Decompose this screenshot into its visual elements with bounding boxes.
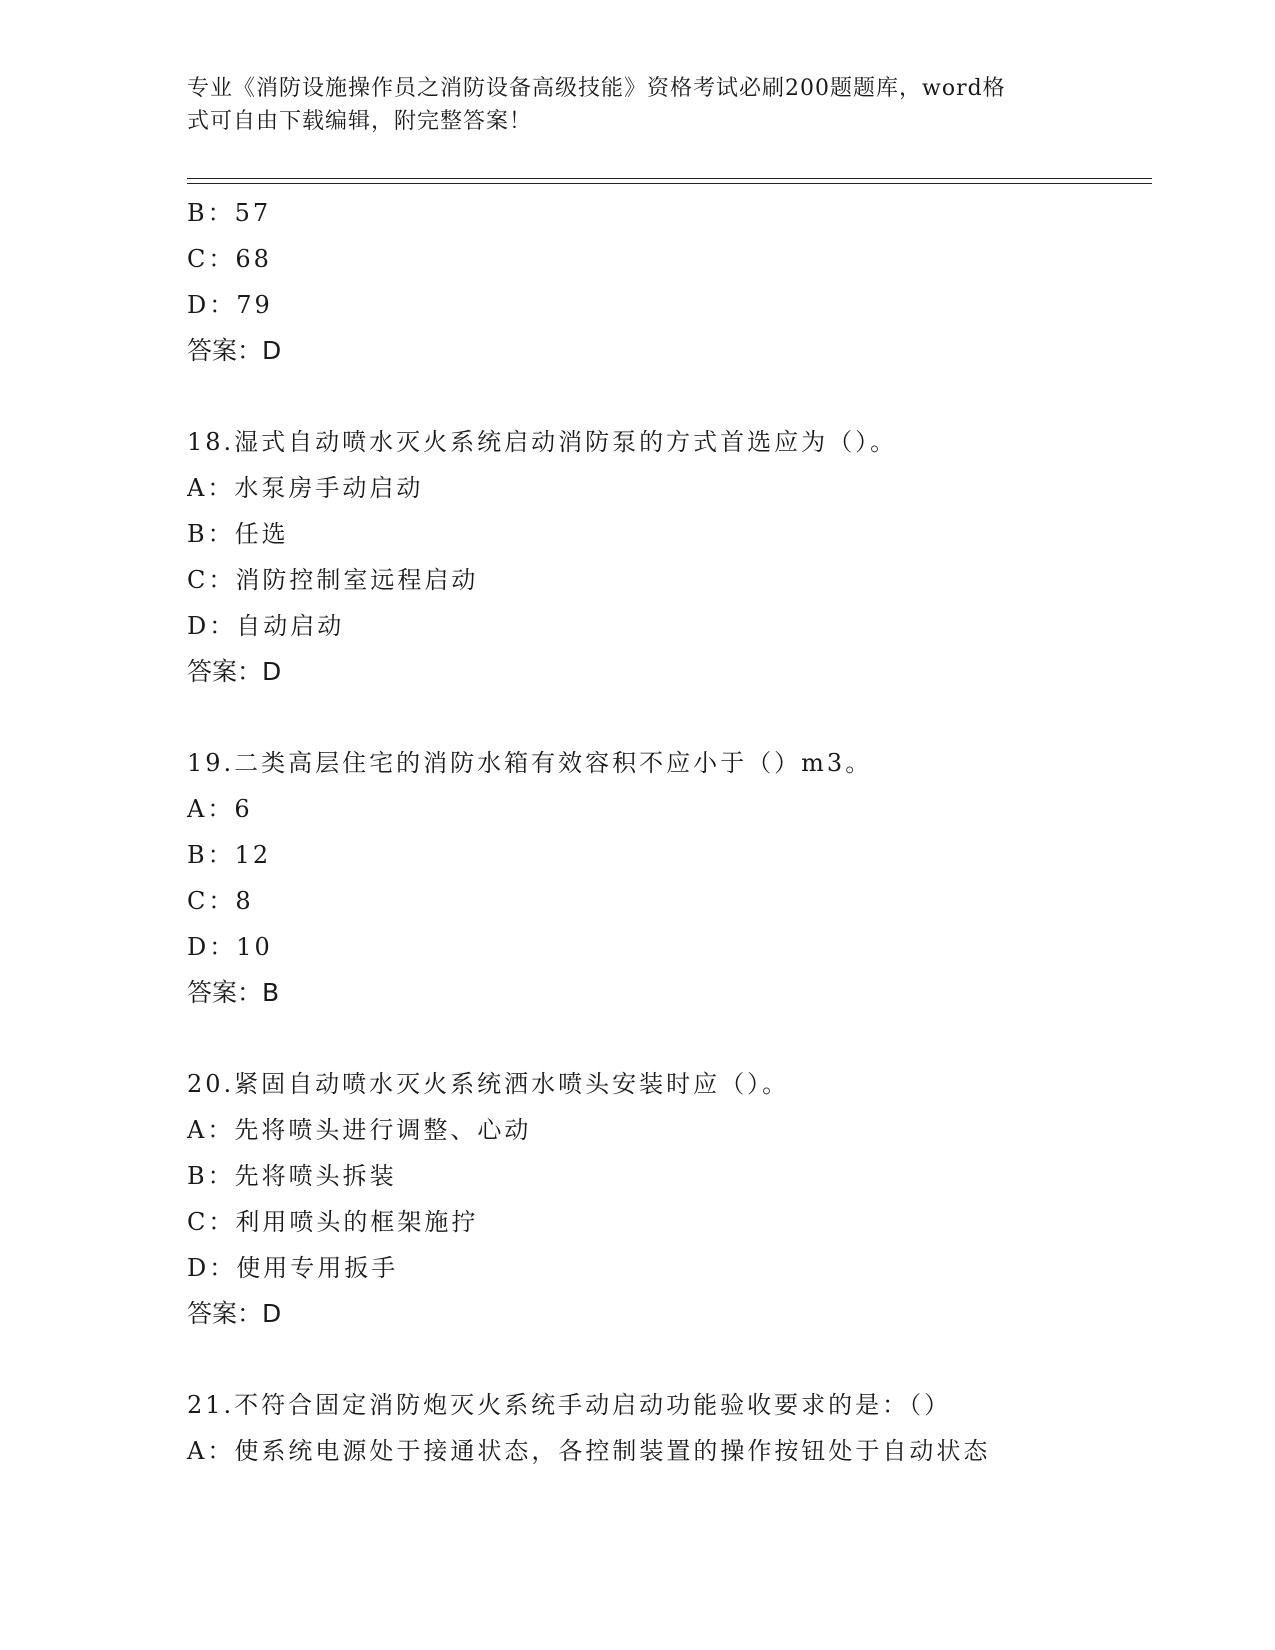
spacer xyxy=(187,1337,1152,1382)
question-stem: 21.不符合固定消防炮灭火系统手动启动功能验收要求的是：（） xyxy=(187,1391,952,1419)
spacer xyxy=(187,1016,1152,1061)
question-19 xyxy=(187,740,1152,1016)
question-17-tail xyxy=(187,190,1152,374)
option-d: D：10 xyxy=(187,933,273,961)
question-18 xyxy=(187,419,1152,695)
question-stem: 18.湿式自动喷水灭火系统启动消防泵的方式首选应为（）。 xyxy=(187,428,898,456)
option-c: C：68 xyxy=(187,245,272,273)
header-divider-top xyxy=(187,178,1152,179)
option-d: D：79 xyxy=(187,291,273,319)
option-d: D：自动启动 xyxy=(187,612,345,640)
question-21 xyxy=(187,1382,1152,1474)
question-stem: 20.紧固自动喷水灭火系统洒水喷头安装时应（）。 xyxy=(187,1070,790,1098)
option-b: B：57 xyxy=(187,199,272,227)
option-a: A：6 xyxy=(187,795,253,823)
header-line-2: 式可自由下载编辑，附完整答案！ xyxy=(187,109,533,134)
answer: 答案：B xyxy=(187,978,280,1007)
answer: 答案：D xyxy=(187,1299,282,1328)
option-a: A：使系统电源处于接通状态，各控制装置的操作按钮处于自动状态 xyxy=(187,1437,991,1465)
spacer xyxy=(187,374,1152,419)
question-stem: 19.二类高层住宅的消防水箱有效容积不应小于（）m3。 xyxy=(187,749,873,777)
header-divider-bottom xyxy=(187,183,1152,184)
spacer xyxy=(187,695,1152,740)
answer: 答案：D xyxy=(187,657,282,686)
header-line-1: 专业《消防设施操作员之消防设备高级技能》资格考试必刷200题题库，word格 xyxy=(187,76,1006,101)
question-list xyxy=(187,190,1152,1474)
option-a: A：水泵房手动启动 xyxy=(187,474,424,502)
option-c: C：消防控制室远程启动 xyxy=(187,566,479,594)
option-c: C：8 xyxy=(187,887,254,915)
document-header xyxy=(187,72,1067,138)
answer: 答案：D xyxy=(187,336,282,365)
question-20 xyxy=(187,1061,1152,1337)
option-d: D：使用专用扳手 xyxy=(187,1254,399,1282)
option-b: B：12 xyxy=(187,841,272,869)
option-c: C：利用喷头的框架施拧 xyxy=(187,1208,479,1236)
option-a: A：先将喷头进行调整、心动 xyxy=(187,1116,532,1144)
option-b: B：先将喷头拆装 xyxy=(187,1162,397,1190)
option-b: B：任选 xyxy=(187,520,289,548)
